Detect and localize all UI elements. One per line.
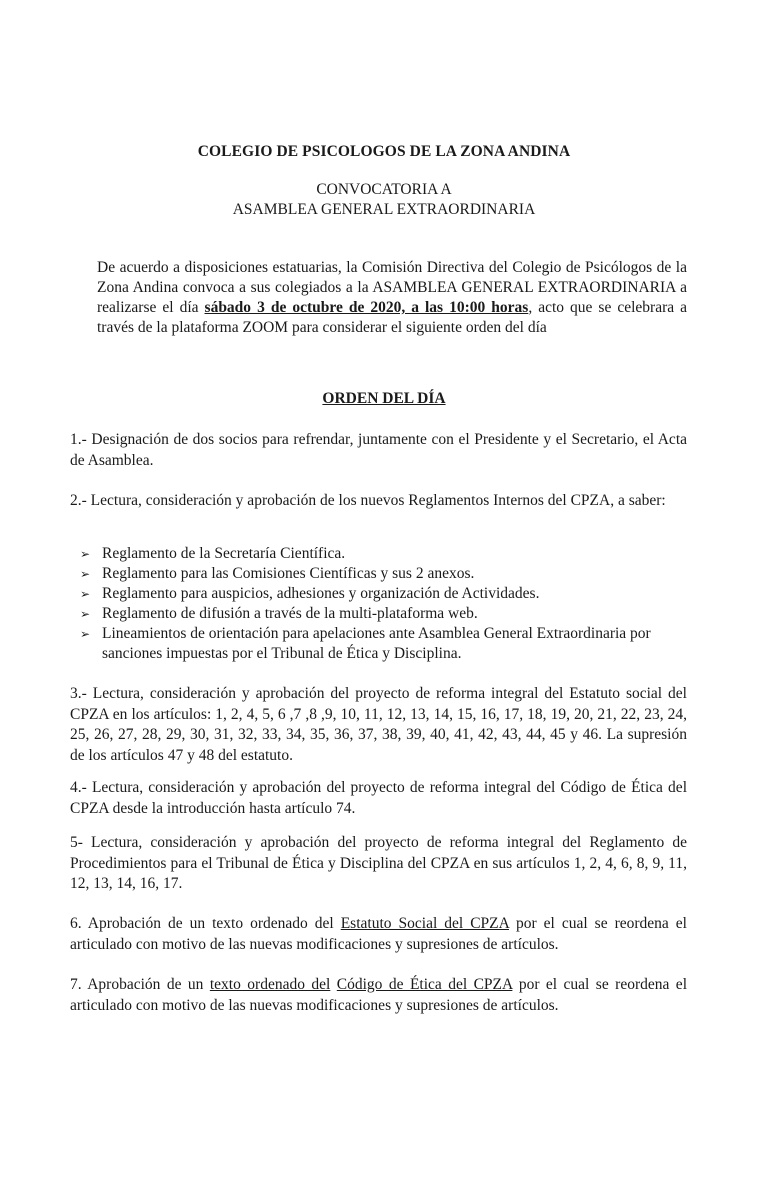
estatuto-social-link-text: Estatuto Social del CPZA: [340, 915, 509, 932]
arrow-bullet-icon: ➢: [80, 607, 91, 621]
intro-text-after: , acto que se celebrara a través de la plataforma ZOOM para considerar el siguiente orden del día: [97, 299, 687, 336]
agenda-item-3: 3.- Lectura, consideración y aprobación del proyecto de reforma integral del Estatuto social del CPZA en los artículos: 1, 2, 4, 5, 6 ,7 ,8 ,9, 10, 11, 12, 13, 14, 15, 16, 17, 18, 19, 20, 21, 22, 23, 24, 25, 26, 27, 28, 29, 30, 31, 32, 33, 34, 35, 36, 37, 38, 39, 40, 41, 42, 43, 44, 45 y 46. La supresión de los artículos 47 y 48 del estatuto.: [70, 685, 687, 764]
arrow-bullet-icon: ➢: [80, 547, 91, 561]
codigo-etica-text: Código de Ética del CPZA: [336, 976, 513, 993]
meeting-date: sábado 3 de octubre de 2020, a las 10:00 horas: [204, 299, 529, 316]
reglamentos-list: [80, 544, 690, 664]
intro-text-before: De acuerdo a disposiciones estatuarias, la Comisión Directiva del Colegio de Psicólogos de la Zona Andina convoca a sus colegiados a la ASAMBLEA GENERAL EXTRAORDINARIA a realizarse el día: [97, 259, 687, 316]
agenda-item-7: 7. Aprobación de un texto ordenado del Código de Ética del CPZA por el cual se reordena el articulado con motivo de las nuevas modificaciones y supresiones de artículos.: [70, 976, 687, 1014]
list-item: ➢ Reglamento para las Comisiones Científicas y sus 2 anexos.: [80, 565, 475, 582]
agenda-item-4: 4.- Lectura, consideración y aprobación del proyecto de reforma integral del Código de Ética del CPZA desde la introducción hasta artículo 74.: [70, 779, 687, 817]
arrow-bullet-icon: ➢: [80, 567, 91, 581]
arrow-bullet-icon: ➢: [80, 627, 91, 641]
agenda-item-2: 2.- Lectura, consideración y aprobación de los nuevos Reglamentos Internos del CPZA, a saber:: [70, 492, 666, 509]
texto-ordenado-text: texto ordenado del: [209, 976, 331, 993]
convocatoria-line-2: ASAMBLEA GENERAL EXTRAORDINARIA: [232, 201, 536, 218]
convocatoria-line-1: CONVOCATORIA A: [316, 181, 452, 198]
intro-paragraph: [97, 258, 687, 338]
list-item: ➢ Reglamento para auspicios, adhesiones y organización de Actividades.: [80, 585, 540, 602]
list-item: ➢ Lineamientos de orientación para apelaciones ante Asamblea General Extraordinaria por sanciones impuestas por el Tribunal de Ética y Disciplina.: [80, 625, 651, 662]
arrow-bullet-icon: ➢: [80, 587, 91, 601]
agenda-item-5: 5- Lectura, consideración y aprobación del proyecto de reforma integral del Reglamento de Procedimientos para el Tribunal de Ética y Disciplina del CPZA en sus artículos 1, 2, 4, 6, 8, 9, 11, 12, 13, 14, 16, 17.: [70, 834, 687, 892]
organization-title: COLEGIO DE PSICOLOGOS DE LA ZONA ANDINA: [197, 143, 571, 160]
convocatoria-heading: [0, 180, 768, 220]
agenda-item-6: 6. Aprobación de un texto ordenado del Estatuto Social del CPZA por el cual se reordena el articulado con motivo de las nuevas modificaciones y supresiones de artículos.: [70, 915, 687, 953]
list-item: ➢ Reglamento de difusión a través de la multi-plataforma web.: [80, 605, 478, 622]
agenda-item-1: 1.- Designación de dos socios para refrendar, juntamente con el Presidente y el Secretario, el Acta de Asamblea.: [70, 431, 687, 469]
list-item: ➢ Reglamento de la Secretaría Científica.: [80, 545, 346, 562]
orden-del-dia-title: ORDEN DEL DÍA: [322, 390, 446, 407]
